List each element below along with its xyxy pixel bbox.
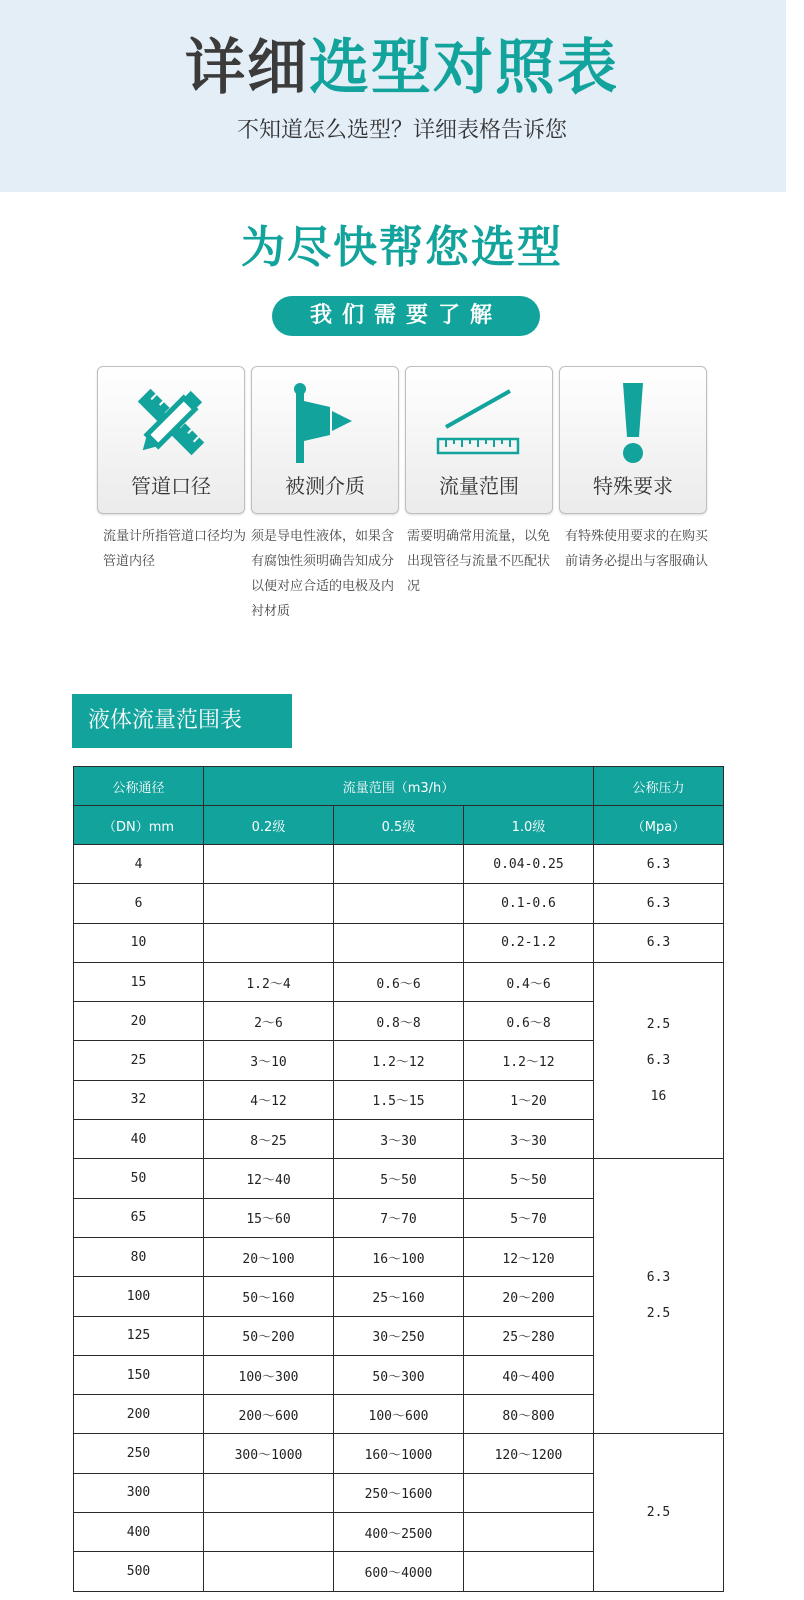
card-label: 管道口径 <box>131 474 211 498</box>
cell-grade-10: 1.2～12 <box>464 1041 594 1080</box>
cell-grade-02: 12～40 <box>204 1159 334 1198</box>
cell-dn: 20 <box>74 1002 204 1041</box>
page-title <box>0 30 804 106</box>
cell-pressure: 6.3 <box>594 923 724 962</box>
cell-grade-05: 600～4000 <box>334 1552 464 1591</box>
cell-grade-05 <box>334 845 464 884</box>
cell-grade-02 <box>204 1473 334 1512</box>
card-description: 流量计所指管道口径均为管道内径 <box>103 529 247 569</box>
cell-grade-10: 3～30 <box>464 1120 594 1159</box>
cell-grade-02 <box>204 923 334 962</box>
cell-grade-02 <box>204 1552 334 1591</box>
cell-grade-05: 100～600 <box>334 1395 464 1434</box>
cell-grade-02: 3～10 <box>204 1041 334 1080</box>
cell-dn: 6 <box>74 884 204 923</box>
cell-grade-02: 200～600 <box>204 1395 334 1434</box>
cell-dn: 400 <box>74 1513 204 1552</box>
flow-range-table <box>73 766 724 1592</box>
cell-grade-10: 5～50 <box>464 1159 594 1198</box>
cell-grade-05: 3～30 <box>334 1120 464 1159</box>
cell-grade-10: 25～280 <box>464 1316 594 1355</box>
cell-dn: 65 <box>74 1198 204 1237</box>
header-flow-range: 流量范围（m3/h） <box>204 767 594 806</box>
header-dn: 公称通径 <box>74 767 204 806</box>
cell-grade-05: 0.8～8 <box>334 1002 464 1041</box>
card-label: 被测介质 <box>285 474 365 498</box>
page-subtitle: 不知道怎么选型？详细表格告诉您 <box>236 118 567 143</box>
table-row <box>74 845 724 884</box>
cell-dn: 80 <box>74 1237 204 1276</box>
cell-grade-02 <box>204 1513 334 1552</box>
cell-grade-10: 0.1-0.6 <box>464 884 594 923</box>
cell-grade-05: 25～160 <box>334 1277 464 1316</box>
cell-dn: 100 <box>74 1277 204 1316</box>
cell-grade-05: 1.2～12 <box>334 1041 464 1080</box>
header-pressure: 公称压力 <box>594 767 724 806</box>
header-grade-10: 1.0级 <box>464 806 594 845</box>
cell-grade-02: 4～12 <box>204 1080 334 1119</box>
cell-grade-10: 0.04-0.25 <box>464 845 594 884</box>
cell-dn: 40 <box>74 1120 204 1159</box>
header-dn-unit: （DN）mm <box>74 806 204 845</box>
ruler-pencil-icon <box>98 377 244 467</box>
cell-grade-10: 0.6～8 <box>464 1002 594 1041</box>
pressure-value: 16 <box>650 1088 667 1104</box>
header-grade-05: 0.5级 <box>334 806 464 845</box>
cell-dn: 300 <box>74 1473 204 1512</box>
section-pill: 我们需要了解 <box>272 296 540 336</box>
cell-pressure: 6.3 <box>594 884 724 923</box>
card-special-requirements <box>559 366 707 514</box>
cell-pressure-group <box>594 1159 724 1434</box>
cell-grade-10: 1～20 <box>464 1080 594 1119</box>
card-description: 有特殊使用要求的在购买前请务必提出与客服确认 <box>565 529 709 569</box>
cell-grade-02: 1.2～4 <box>204 962 334 1001</box>
cell-grade-02: 20～100 <box>204 1237 334 1276</box>
cell-grade-10: 0.4～6 <box>464 962 594 1001</box>
cell-pressure-group <box>594 1434 724 1591</box>
table-caption: 液体流量范围表 <box>72 694 292 748</box>
cell-grade-05: 1.5～15 <box>334 1080 464 1119</box>
cell-dn: 32 <box>74 1080 204 1119</box>
pressure-value: 6.3 <box>646 1052 671 1068</box>
cell-dn: 10 <box>74 923 204 962</box>
cell-pressure-group <box>594 962 724 1158</box>
cell-grade-05: 160～1000 <box>334 1434 464 1473</box>
card-flow-range <box>405 366 553 514</box>
cell-grade-10 <box>464 1513 594 1552</box>
pressure-value: 6.3 <box>646 1270 671 1286</box>
cell-grade-10: 20～200 <box>464 1277 594 1316</box>
pressure-value: 2.5 <box>646 1306 671 1322</box>
cell-dn: 4 <box>74 845 204 884</box>
cell-grade-05: 0.6～6 <box>334 962 464 1001</box>
header-pressure-unit: （Mpa） <box>594 806 724 845</box>
cell-grade-02: 100～300 <box>204 1355 334 1394</box>
cell-grade-05 <box>334 923 464 962</box>
card-description: 需要明确常用流量，以免出现管径与流量不匹配状况 <box>407 529 551 594</box>
banner-edge <box>786 0 804 192</box>
cell-grade-02 <box>204 845 334 884</box>
cell-dn: 15 <box>74 962 204 1001</box>
cell-grade-02: 15～60 <box>204 1198 334 1237</box>
card-description: 须是导电性液体，如果含有腐蚀性须明确告知成分以便对应合适的电极及内衬材质 <box>251 529 395 619</box>
cell-grade-10: 12～120 <box>464 1237 594 1276</box>
cell-grade-05: 400～2500 <box>334 1513 464 1552</box>
cell-dn: 200 <box>74 1395 204 1434</box>
cell-dn: 25 <box>74 1041 204 1080</box>
cell-dn: 150 <box>74 1355 204 1394</box>
table-row <box>74 1159 724 1198</box>
table-row <box>74 884 724 923</box>
card-label: 特殊要求 <box>593 474 673 498</box>
cell-grade-10: 40～400 <box>464 1355 594 1394</box>
pressure-value: 2.5 <box>646 1016 671 1032</box>
cell-grade-02: 300～1000 <box>204 1434 334 1473</box>
header-banner <box>0 0 804 192</box>
cell-grade-05: 5～50 <box>334 1159 464 1198</box>
cell-grade-05: 50～300 <box>334 1355 464 1394</box>
exclamation-icon <box>560 377 706 467</box>
cell-grade-10: 5～70 <box>464 1198 594 1237</box>
cell-grade-10 <box>464 1552 594 1591</box>
table-row <box>74 962 724 1001</box>
flag-icon <box>252 377 398 467</box>
cell-dn: 125 <box>74 1316 204 1355</box>
cell-grade-10: 80～800 <box>464 1395 594 1434</box>
cell-dn: 250 <box>74 1434 204 1473</box>
table-row <box>74 923 724 962</box>
page-title-dark: 详细 <box>185 33 309 103</box>
cell-grade-05: 7～70 <box>334 1198 464 1237</box>
cell-grade-10 <box>464 1473 594 1512</box>
table-row <box>74 1434 724 1473</box>
cell-dn: 50 <box>74 1159 204 1198</box>
cell-grade-02: 50～160 <box>204 1277 334 1316</box>
cell-dn: 500 <box>74 1552 204 1591</box>
cell-grade-05: 250～1600 <box>334 1473 464 1512</box>
cell-grade-02: 2～6 <box>204 1002 334 1041</box>
cell-grade-02: 50～200 <box>204 1316 334 1355</box>
card-medium <box>251 366 399 514</box>
ruler-slope-icon <box>406 377 552 467</box>
cell-grade-02: 8～25 <box>204 1120 334 1159</box>
card-pipe-diameter <box>97 366 245 514</box>
cell-grade-10: 120～1200 <box>464 1434 594 1473</box>
cell-grade-02 <box>204 884 334 923</box>
cell-grade-05: 30～250 <box>334 1316 464 1355</box>
cell-grade-10: 0.2-1.2 <box>464 923 594 962</box>
cell-grade-05 <box>334 884 464 923</box>
card-label: 流量范围 <box>439 474 519 498</box>
header-grade-02: 0.2级 <box>204 806 334 845</box>
cell-grade-05: 16～100 <box>334 1237 464 1276</box>
section-title: 为尽快帮您选型 <box>241 222 563 273</box>
page-title-teal: 选型对照表 <box>309 33 619 103</box>
cell-pressure: 6.3 <box>594 845 724 884</box>
pressure-value: 2.5 <box>646 1504 671 1520</box>
